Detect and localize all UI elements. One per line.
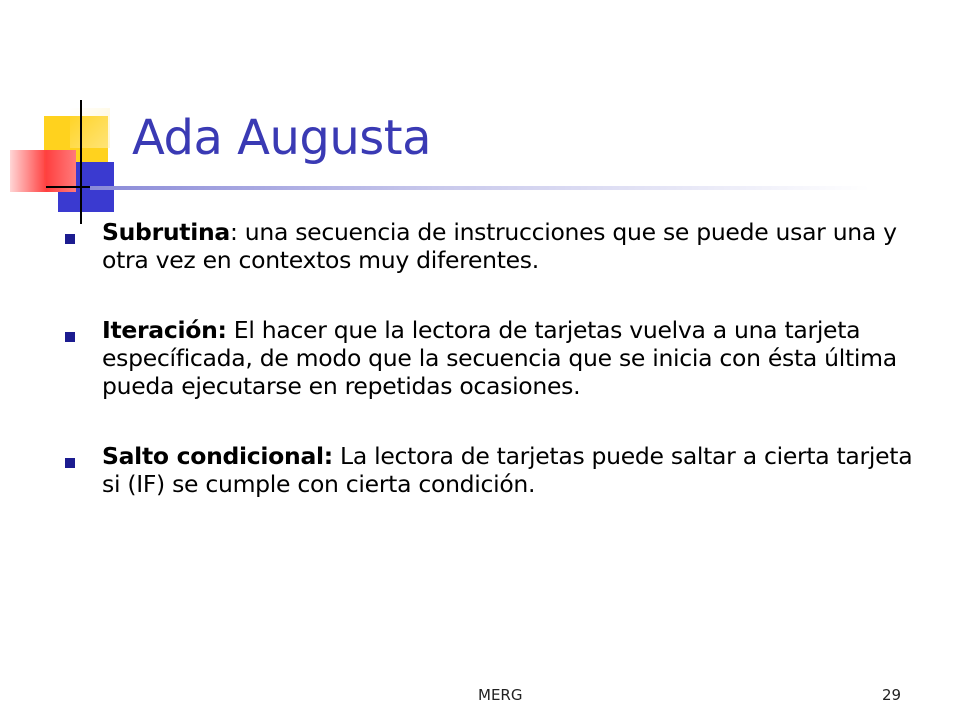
bullet-text: : una secuencia de instrucciones que se puede usar una y otra vez en contextos muy diferentes. <box>102 218 897 274</box>
bullet-list <box>64 218 924 498</box>
bullet-term: Salto condicional: <box>102 442 333 470</box>
bullet-item-iteracion <box>64 316 924 400</box>
bullet-term: Iteración: <box>102 316 227 344</box>
square-bullet-icon <box>65 458 75 468</box>
square-bullet-icon <box>65 234 75 244</box>
bullet-term: Subrutina <box>102 218 230 246</box>
bullet-item-salto-condicional <box>64 442 924 498</box>
decor-glow <box>70 108 110 148</box>
footer-label: MERG <box>478 686 523 704</box>
decor-vertical-line <box>80 100 82 224</box>
title-underline <box>90 186 870 190</box>
square-bullet-icon <box>65 332 75 342</box>
bullet-text: La lectora de tarjetas puede saltar a cierta tarjeta si (IF) se cumple con cierta condición. <box>102 442 913 498</box>
bullet-text: El hacer que la lectora de tarjetas vuelva a una tarjeta específicada, de modo que la secuencia que se inicia con ésta última pueda ejecutarse en repetidas ocasiones. <box>102 316 897 400</box>
bullet-item-subrutina <box>64 218 924 274</box>
page-number: 29 <box>882 686 902 704</box>
slide-title: Ada Augusta <box>132 110 432 166</box>
